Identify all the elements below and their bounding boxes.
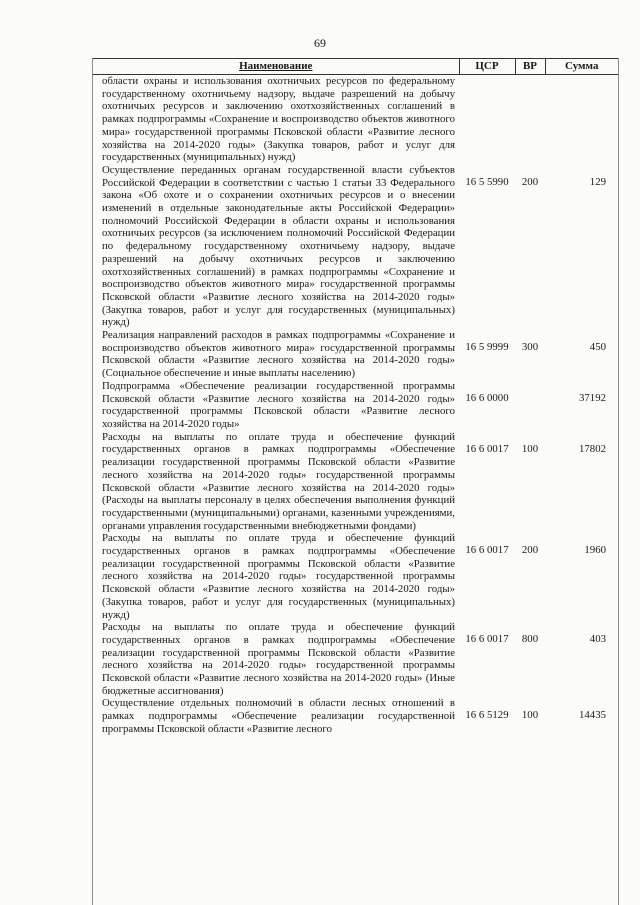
row-vr: 100: [521, 442, 539, 455]
row-sum: 129: [589, 175, 606, 188]
row-sum: [545, 75, 618, 164]
row-sum: 403: [589, 633, 606, 646]
row-name: Реализация направлений расходов в рамках подпрограммы «Сохранение и воспроизводство объектов животного мира» государственной программы Псковской области «Развитие лесного хозяйства на 2014-2020 годы» (Социальное обеспечение и иные выплаты населению): [102, 329, 455, 380]
row-csr: 16 6 0000: [465, 391, 509, 404]
table-row: [93, 164, 618, 329]
row-csr: [459, 75, 515, 164]
row-vr: 800: [521, 633, 539, 646]
table-row: [93, 697, 618, 735]
row-vr: 100: [521, 709, 539, 722]
row-name: Расходы на выплаты по оплате труда и обеспечение функций государственных органов в рамках подпрограммы «Обеспечение реализации государственной программы Псковской области «Развитие лесного хозяйства на 2014-2020 годы» государственной программы Псковской области «Развитие лесного хозяйства на 2014-2020 годы» (Иные бюджетные ассигнования): [102, 621, 455, 697]
row-csr: 16 6 5129: [465, 709, 509, 722]
header-csr: ЦСР: [459, 59, 515, 75]
header-sum: Сумма: [545, 59, 618, 75]
table-row: [93, 380, 618, 431]
row-csr: 16 6 0017: [465, 544, 509, 557]
row-csr: 16 5 9999: [465, 341, 509, 354]
row-vr: [515, 75, 545, 164]
table-header-row: [93, 59, 618, 75]
header-vr: ВР: [515, 59, 545, 75]
row-name: Осуществление отдельных полномочий в области лесных отношений в рамках подпрограммы «Обеспечение реализации государственной программы Псковской области «Развитие лесного: [102, 697, 455, 735]
header-name: Наименование: [93, 59, 459, 75]
row-name: Расходы на выплаты по оплате труда и обеспечение функций государственных органов в рамках подпрограммы «Обеспечение реализации государственной программы Псковской области «Развитие лесного хозяйства на 2014-2020 годы» государственной программы Псковской области «Развитие лесного хозяйства на 2014-2020 годы» (Расходы на выплаты персоналу в целях обеспечения выполнения функций государственными (муниципальными) органами, казенными учреждениями, органами управления государственными внебюджетными фондами): [102, 430, 455, 532]
row-name: Осуществление переданных органам государственной власти субъектов Российской Федерации в соответствии с частью 1 статьи 33 Федерального закона «Об охоте и о сохранении охотничьих ресурсов и о внесении изменений в отдельные законодательные акты Российской Федерации» полномочий Российской Федерации в области охраны и использования охотничьих ресурсов (за исключением полномочий Российской Федерации по федеральному государственному охотничьему надзору, выдаче разрешений на добычу охотничьих ресурсов и заключению охотхозяйственных соглашений) в рамках подпрограммы «Сохранение и воспроизводство объектов животного мира» государственной программы Псковской области «Развитие лесного хозяйства на 2014-2020 годы» (Закупка товаров, работ и услуг для государственных (муниципальных) нужд): [102, 163, 455, 329]
table-row: [93, 75, 618, 164]
row-sum: 450: [589, 341, 606, 354]
table-row: [93, 532, 618, 621]
budget-table-frame: [92, 58, 619, 905]
table-row: [93, 431, 618, 533]
row-csr: 16 6 0017: [465, 633, 509, 646]
row-vr: [515, 380, 545, 431]
page-number: 69: [314, 36, 326, 50]
table-row: [93, 329, 618, 380]
row-sum: 14435: [579, 709, 606, 722]
row-vr: 300: [521, 341, 539, 354]
row-sum: 37192: [579, 391, 606, 404]
table-row: [93, 621, 618, 697]
row-csr: 16 5 5990: [465, 175, 509, 188]
budget-table: [93, 58, 618, 736]
row-sum: 17802: [579, 442, 606, 455]
row-csr: 16 6 0017: [465, 442, 509, 455]
row-name: Расходы на выплаты по оплате труда и обеспечение функций государственных органов в рамках подпрограммы «Обеспечение реализации государственной программы Псковской области «Развитие лесного хозяйства на 2014-2020 годы» государственной программы Псковской области «Развитие лесного хозяйства на 2014-2020 годы» (Закупка товаров, работ и услуг для государственных (муниципальных) нужд): [102, 532, 455, 621]
row-vr: 200: [521, 544, 539, 557]
row-sum: 1960: [584, 544, 606, 557]
row-name: области охраны и использования охотничьих ресурсов по федеральному государственному охотничьему надзору, выдаче разрешений на добычу охотничьих ресурсов и заключению охотхозяйственных соглашений в рамках подпрограммы «Сохранение и воспроизводство объектов животного мира» государственной программы Псковской области «Развитие лесного хозяйства на 2014-2020 годы» (Закупка товаров, работ и услуг для государственных (муниципальных) нужд): [102, 75, 455, 164]
row-vr: 200: [521, 175, 539, 188]
row-name: Подпрограмма «Обеспечение реализации государственной программы Псковской области «Развитие лесного хозяйства на 2014-2020 годы» государственной программы Псковской области «Развитие лесного хозяйства на 2014-2020 годы»: [102, 379, 455, 430]
